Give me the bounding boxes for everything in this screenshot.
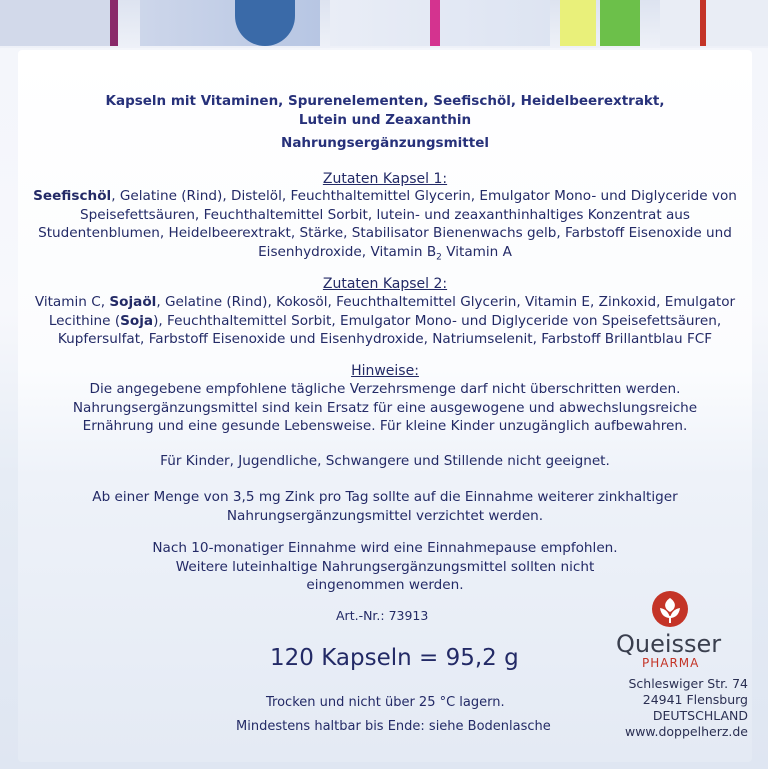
content-amount: 120 Kapseln = 95,2 g (270, 645, 519, 671)
address-city: 24941 Flensburg (642, 692, 748, 707)
address-country: DEUTSCHLAND (652, 708, 748, 723)
strip-segment (430, 0, 440, 46)
top-packaging-strip (0, 0, 768, 48)
manufacturer-address (625, 676, 748, 740)
product-description-line2: Lutein und Zeaxanthin (298, 112, 472, 128)
storage-note: Trocken und nicht über 25 °C lagern. (266, 695, 505, 710)
strip-segment (600, 0, 640, 46)
capsule2-line3: Kupfersulfat, Farbstoff Eisenoxide und Eisenhydroxide, Natriumselenit, Farbstoff Brillantblau FCF (57, 331, 713, 348)
article-number: Art.-Nr.: 73913 (336, 608, 429, 623)
notes-paragraph-3 (18, 488, 752, 525)
capsule2-title: Zutaten Kapsel 2: (322, 276, 448, 292)
notes-paragraph-4 (18, 539, 752, 595)
notes-paragraph-1 (18, 380, 752, 436)
best-before-note: Mindestens haltbar bis Ende: siehe Bodenlasche (236, 719, 551, 734)
strip-segment (660, 0, 768, 46)
capsule1-line3: Studentenblumen, Heidelbeerextrakt, Stärke, Stabilisator Bienenwachs gelb, Farbstoff Eisenoxide und (38, 225, 732, 242)
notes-p1-line3: Ernährung und eine gesunde Lebensweise. Für kleine Kinder unzugänglich aufbewahren. (82, 418, 688, 435)
capsule1-ingredients (18, 187, 752, 267)
strip-segment (110, 0, 118, 46)
capsule1-line4: Eisenhydroxide, Vitamin $B_2$ Vitamin A (258, 243, 512, 263)
capsule2-line1: Vitamin C, Sojaöl, Gelatine (Rind), Kokosöl, Feuchthaltemittel Glycerin, Vitamin E, Zinkoxid, Emulgator (34, 294, 736, 310)
notes-title: Hinweise: (351, 363, 419, 379)
address-street: Schleswiger Str. 74 (628, 676, 748, 691)
product-description (18, 92, 752, 130)
notes-paragraph-2: Für Kinder, Jugendliche, Schwangere und Stillende nicht geeignet. (160, 453, 610, 469)
capsule1-title: Zutaten Kapsel 1: (322, 171, 448, 187)
capsule2-ingredients (18, 293, 752, 349)
notes-p4-line2: Weitere luteinhaltige Nahrungsergänzungsmittel sollten nicht (175, 558, 595, 575)
category-label: Nahrungsergänzungsmittel (281, 135, 489, 151)
strip-segment (330, 0, 550, 46)
notes-p4-line3: eingenommen werden. (306, 577, 464, 594)
website-link[interactable]: www.doppelherz.de (624, 724, 748, 739)
capsule2-line2: Lecithine (Soja), Feuchthaltemittel Sorbit, Emulgator Mono- und Diglyceride von Speisefettsäuren, (48, 312, 722, 329)
notes-p3-line1: Ab einer Menge von 3,5 mg Zink pro Tag sollte auf die Einnahme weiterer zinkhaltiger (92, 489, 678, 505)
notes-p1-line2: Nahrungsergänzungsmittel sind kein Ersatz für eine ausgewogene und abwechslungsreiche (72, 399, 698, 416)
strip-segment (0, 0, 110, 46)
notes-p4-line1: Nach 10-monatiger Einnahme wird eine Einnahmepause empfohlen. (152, 540, 618, 556)
strip-segment (560, 0, 596, 46)
notes-p3-line2: Nahrungsergänzungsmittel verzichtet werden. (226, 507, 544, 524)
product-description-line1: Kapseln mit Vitaminen, Spurenelementen, Seefischöl, Heidelbeerextrakt, (105, 93, 665, 109)
notes-p1-line1: Die angegebene empfohlene tägliche Verzehrsmenge darf nicht überschritten werden. (89, 381, 681, 397)
queisser-leaf-logo-icon (651, 590, 689, 630)
brand-subname: PHARMA (642, 656, 700, 670)
strip-segment (700, 0, 706, 46)
brand-name: Queisser (616, 630, 722, 658)
capsule1-line2: Speisefettsäuren, Feuchthaltemittel Sorbit, lutein- und zeaxanthinhaltiges Konzentrat aus (79, 206, 690, 223)
capsule1-line1: Seefischöl, Gelatine (Rind), Distelöl, Feuchthaltemittel Glycerin, Emulgator Mono- und Diglyceride von (33, 188, 737, 204)
